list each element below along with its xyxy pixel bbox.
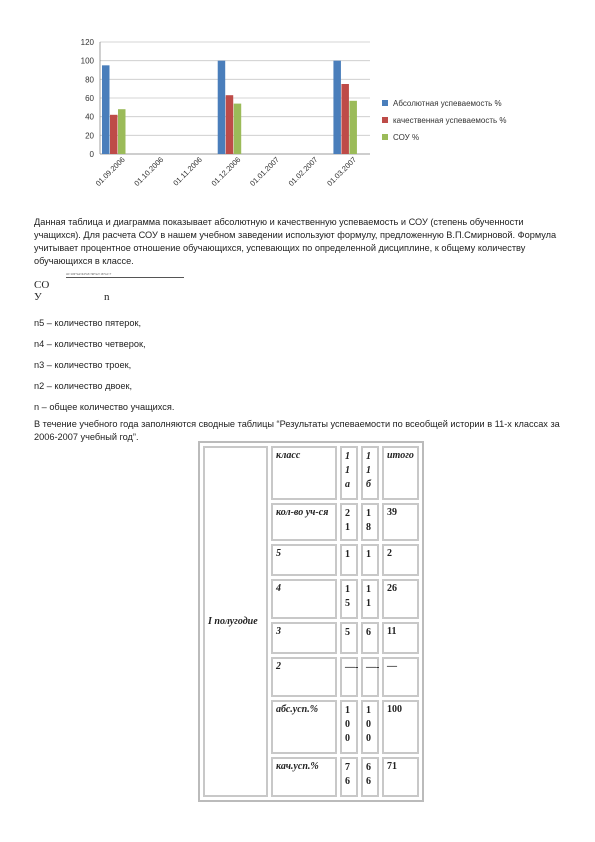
cell-class-1: 15	[345, 584, 350, 609]
results-table	[198, 441, 424, 802]
legend-n4: n4 – количество четверок,	[34, 339, 146, 349]
x-tick-label: 01.10.2006	[132, 155, 166, 188]
row-label: 3	[271, 622, 337, 654]
cell-class-1: 76	[345, 762, 350, 787]
legend-n2: n2 – количество двоек,	[34, 381, 133, 391]
y-tick-label: 120	[80, 38, 94, 47]
header-label: класс	[271, 446, 337, 500]
cell-class-2: 1	[366, 549, 371, 560]
cell-class-2: 100	[366, 705, 371, 744]
cell-class-2: 6	[366, 627, 371, 638]
cell-class-1: —-	[345, 662, 359, 673]
cell-class-1: 5	[345, 627, 350, 638]
summary-paragraph: В течение учебного года заполняются сводные таблицы “Результаты успеваемости по всеобщей истории в 11-х классах за 2006-2007 учебный год”.	[34, 419, 560, 442]
chart	[60, 34, 540, 214]
bar	[118, 109, 126, 154]
cell-class-1: 1	[345, 549, 350, 560]
legend-n: n – общее количество учащихся.	[34, 402, 175, 412]
row-label: кол-во уч-ся	[271, 503, 337, 541]
cell-class-2: 66	[366, 762, 371, 787]
legend-label: Абсолютная успеваемость %	[393, 99, 502, 108]
table-row	[203, 446, 419, 500]
row-label: 4	[271, 579, 337, 619]
legend-label: СОУ %	[393, 133, 420, 142]
bar	[341, 84, 349, 154]
sou-formula	[34, 272, 234, 307]
bar	[102, 65, 110, 154]
x-tick-label: 01.09.2006	[93, 155, 127, 188]
period-cell: I полугодие	[203, 446, 268, 797]
y-tick-label: 0	[89, 150, 94, 159]
description-paragraph: Данная таблица и диаграмма показывает абсолютную и качественную успеваемость и СОУ (степень обученности учащихся). Для расчета СОУ в нашем учебном заведении используют формулу, предложенную В.П.Смирновой. Формула учитывает процентное отношение обучающихся, успевающих по определенной дисциплине, к общему количеству обучающихся в классе.	[34, 217, 557, 266]
cell-class-1: 100	[345, 705, 350, 744]
cell-total: 39	[382, 503, 419, 541]
cell-class-2: 18	[366, 508, 371, 533]
formula-top: СО	[34, 279, 50, 291]
formula-bottom-right: n	[104, 291, 110, 303]
cell-class-2: —-	[366, 662, 380, 673]
cell-total: 100	[382, 700, 419, 754]
legend-swatch	[382, 134, 388, 140]
x-tick-label: 01.12.2006	[209, 155, 243, 188]
cell-total: 26	[382, 579, 419, 619]
x-tick-label: 01.02.2007	[286, 155, 320, 188]
y-tick-label: 40	[85, 112, 94, 122]
legend-label: качественная успеваемость %	[393, 116, 507, 125]
legend-n5: n5 – количество пятерок,	[34, 318, 142, 328]
header-class-2: 11б	[366, 451, 371, 490]
cell-class-1: 21	[345, 508, 350, 533]
legend-swatch	[382, 117, 388, 123]
header-class-1: 11а	[345, 451, 350, 490]
formula-numerator: n5×100+n4×64+n3×36+n2×16+n1×7	[66, 272, 112, 276]
row-label: 2	[271, 657, 337, 697]
cell-total: —	[382, 657, 419, 697]
header-total: итого	[382, 446, 419, 500]
y-tick-label: 100	[80, 56, 94, 66]
formula-fraction-line	[66, 277, 184, 278]
cell-total: 71	[382, 757, 419, 797]
x-tick-label: 01.03.2007	[325, 155, 359, 188]
x-tick-label: 01.11.2006	[171, 155, 204, 188]
bar	[234, 104, 242, 154]
legend-n3: n3 – количество троек,	[34, 360, 132, 370]
cell-total: 11	[382, 622, 419, 654]
row-label: кач.усп.%	[271, 757, 337, 797]
bar	[349, 101, 357, 154]
y-tick-label: 60	[85, 94, 94, 103]
bar	[218, 61, 226, 154]
y-tick-label: 20	[85, 131, 94, 141]
bar	[226, 95, 234, 154]
bar	[110, 115, 118, 154]
y-tick-label: 80	[85, 75, 94, 85]
row-label: 5	[271, 544, 337, 576]
cell-class-2: 11	[366, 584, 371, 609]
formula-bottom-left: У	[34, 291, 42, 303]
row-label: абс.усп.%	[271, 700, 337, 754]
legend-swatch	[382, 100, 388, 106]
x-tick-label: 01.01.2007	[248, 155, 281, 188]
bar	[333, 61, 341, 154]
cell-total: 2	[382, 544, 419, 576]
